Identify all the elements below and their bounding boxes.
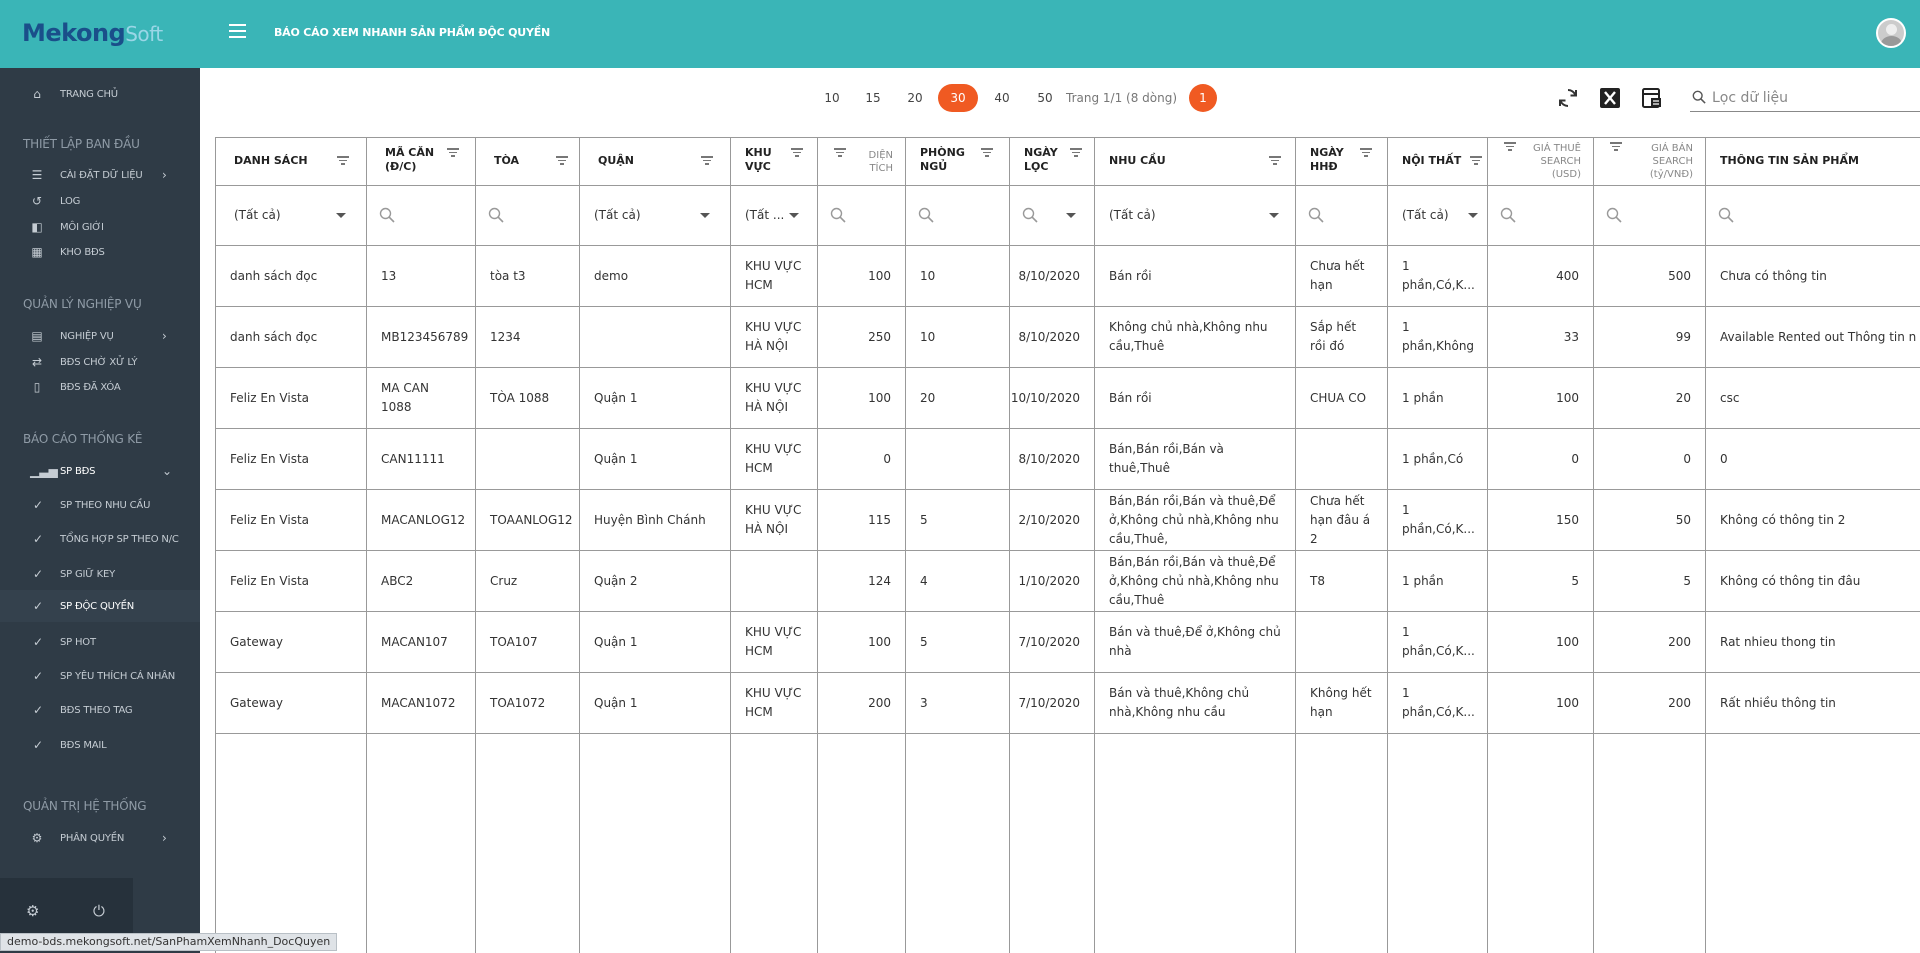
filter-icon[interactable] bbox=[1269, 156, 1281, 166]
cell-noi-that: 1 phần,Có,K... bbox=[1388, 246, 1488, 307]
filter-cell-gia-ban[interactable] bbox=[1594, 186, 1706, 246]
column-header-ma-can[interactable] bbox=[367, 138, 476, 186]
column-header-label: GIÁ BÁN SEARCH (tỷ/VNĐ) bbox=[1649, 143, 1693, 180]
empty-column-area bbox=[1488, 734, 1594, 953]
sidebar-item-sp-hot[interactable] bbox=[0, 629, 200, 655]
cell-phong-ngu: 10 bbox=[906, 307, 1010, 368]
check-icon: ✓ bbox=[32, 532, 44, 546]
cell-phong-ngu: 5 bbox=[906, 490, 1010, 551]
sidebar-item-warehouse[interactable] bbox=[0, 239, 200, 265]
cell-gia-ban: 50 bbox=[1594, 490, 1706, 551]
search-icon bbox=[1718, 207, 1734, 223]
cell-quan: Quận 1 bbox=[580, 673, 731, 734]
cell-khu-vuc: KHU VỰC HÀ NỘI bbox=[731, 490, 818, 551]
cell-danh-sach: Feliz En Vista bbox=[216, 490, 367, 551]
filter-cell-khu-vuc[interactable] bbox=[731, 186, 818, 246]
empty-column-area bbox=[906, 734, 1010, 953]
column-header-quan[interactable] bbox=[580, 138, 731, 186]
cell-gia-thue: 5 bbox=[1488, 551, 1594, 612]
filter-cell-toa[interactable] bbox=[476, 186, 580, 246]
chevron-right-icon: › bbox=[162, 831, 167, 845]
cell-toa: TOA107 bbox=[476, 612, 580, 673]
top-header bbox=[0, 0, 1920, 68]
filter-cell-ngay-hhd[interactable] bbox=[1296, 186, 1388, 246]
empty-column-area bbox=[1095, 734, 1296, 953]
empty-column-area bbox=[367, 734, 476, 953]
sidebar-item-broker[interactable] bbox=[0, 214, 200, 240]
cell-gia-ban: 99 bbox=[1594, 307, 1706, 368]
cell-khu-vuc: KHU VỰC HCM bbox=[731, 246, 818, 307]
cell-thong-tin: Không có thông tin đâu bbox=[1706, 551, 1920, 612]
filter-icon[interactable] bbox=[701, 156, 713, 166]
cell-noi-that: 1 phần bbox=[1388, 368, 1488, 429]
sidebar-item-label: SP GIỮ KEY bbox=[60, 568, 115, 580]
cell-nhu-cau: Bán rồi bbox=[1095, 246, 1296, 307]
page-size-30[interactable]: 30 bbox=[938, 84, 978, 112]
column-header-khu-vuc[interactable] bbox=[731, 138, 818, 186]
filter-select-value: (Tất cả) bbox=[1402, 208, 1449, 222]
cell-danh-sach: Feliz En Vista bbox=[216, 429, 367, 490]
column-header-gia-ban[interactable] bbox=[1594, 138, 1706, 186]
filter-icon[interactable] bbox=[1470, 156, 1482, 166]
home-icon: ⌂ bbox=[33, 87, 41, 101]
filter-select-value: (Tất cả) bbox=[1109, 208, 1156, 222]
cell-dien-tich: 100 bbox=[818, 246, 906, 307]
sidebar-item-label: MÔI GIỚI bbox=[60, 221, 104, 233]
filter-icon[interactable] bbox=[337, 156, 349, 166]
cell-dien-tich: 100 bbox=[818, 612, 906, 673]
cell-quan: Quận 2 bbox=[580, 551, 731, 612]
cell-quan: Quận 1 bbox=[580, 612, 731, 673]
gear-icon[interactable]: ⚙ bbox=[26, 902, 40, 920]
sidebar-item-operations[interactable] bbox=[0, 323, 200, 349]
cell-nhu-cau: Bán,Bán rồi,Bán và thuê,Để ở,Không chủ nhà,Không nhu cầu,Thuê, bbox=[1095, 490, 1296, 551]
empty-column-area bbox=[1594, 734, 1706, 953]
cell-ngay-loc: 2/10/2020 bbox=[1010, 490, 1095, 551]
column-header-dien-tich[interactable] bbox=[818, 138, 906, 186]
cell-ngay-hhd: Chưa hết hạn đâu á 2 bbox=[1296, 490, 1388, 551]
cell-dien-tich: 250 bbox=[818, 307, 906, 368]
cell-ma-can: CAN11111 bbox=[367, 429, 476, 490]
database-icon: ☰ bbox=[31, 168, 43, 182]
column-header-ngay-loc[interactable] bbox=[1010, 138, 1095, 186]
sidebar-item-log[interactable] bbox=[0, 188, 200, 214]
cell-thong-tin: Không có thông tin 2 bbox=[1706, 490, 1920, 551]
cell-ngay-loc: 8/10/2020 bbox=[1010, 307, 1095, 368]
caret-down-icon bbox=[336, 213, 346, 218]
search-icon bbox=[1606, 207, 1622, 223]
cell-ngay-hhd bbox=[1296, 429, 1388, 490]
cell-gia-ban: 200 bbox=[1594, 673, 1706, 734]
cell-nhu-cau: Bán và thuê,Để ở,Không chủ nhà bbox=[1095, 612, 1296, 673]
cell-khu-vuc: KHU VỰC HCM bbox=[731, 612, 818, 673]
filter-cell-phong-ngu[interactable] bbox=[906, 186, 1010, 246]
cell-khu-vuc: KHU VỰC HÀ NỘI bbox=[731, 368, 818, 429]
cell-nhu-cau: Không chủ nhà,Không nhu cầu,Thuê bbox=[1095, 307, 1296, 368]
column-header-toa[interactable] bbox=[476, 138, 580, 186]
sidebar-item-label: BĐS MAIL bbox=[60, 739, 107, 751]
cell-toa: tòa t3 bbox=[476, 246, 580, 307]
menu-toggle-icon[interactable] bbox=[229, 24, 246, 38]
column-header-phong-ngu[interactable] bbox=[906, 138, 1010, 186]
trash-icon: ▯ bbox=[33, 380, 41, 394]
data-grid bbox=[215, 137, 1920, 953]
check-icon: ✓ bbox=[32, 567, 44, 581]
cell-toa: 1234 bbox=[476, 307, 580, 368]
cell-thong-tin: csc bbox=[1706, 368, 1920, 429]
cell-dien-tich: 100 bbox=[818, 368, 906, 429]
logo[interactable] bbox=[22, 19, 163, 47]
cell-phong-ngu: 5 bbox=[906, 612, 1010, 673]
cell-danh-sach: Gateway bbox=[216, 673, 367, 734]
sidebar-item-label: TRANG CHỦ bbox=[60, 88, 118, 100]
cell-thong-tin: Chưa có thông tin bbox=[1706, 246, 1920, 307]
cell-ma-can: MACAN107 bbox=[367, 612, 476, 673]
section-title-admin: QUẢN TRỊ HỆ THỐNG bbox=[23, 799, 147, 813]
sidebar-item-label: BĐS ĐÃ XÓA bbox=[60, 381, 121, 393]
cell-quan bbox=[580, 307, 731, 368]
cell-gia-thue: 150 bbox=[1488, 490, 1594, 551]
filter-icon[interactable] bbox=[981, 148, 993, 158]
cell-ngay-hhd: Không hết hạn bbox=[1296, 673, 1388, 734]
cell-ngay-hhd: Chưa hết hạn bbox=[1296, 246, 1388, 307]
search-icon bbox=[488, 207, 504, 223]
section-title-business: QUẢN LÝ NGHIỆP VỤ bbox=[23, 297, 142, 311]
column-header-label: PHÒNG NGỦ bbox=[920, 146, 965, 173]
column-header-label: NGÀY LỌC bbox=[1024, 146, 1058, 173]
filter-select-value: (Tất cả) bbox=[594, 208, 641, 222]
column-header-gia-thue[interactable] bbox=[1488, 138, 1594, 186]
sidebar-item-permissions[interactable] bbox=[0, 825, 200, 851]
sidebar-item-sp-favorite[interactable] bbox=[0, 663, 200, 689]
retweet-icon: ⇄ bbox=[31, 355, 43, 369]
empty-column-area bbox=[818, 734, 906, 953]
sidebar-item-sp-exclusive[interactable] bbox=[0, 590, 200, 622]
filter-icon[interactable] bbox=[834, 148, 846, 158]
cell-ngay-hhd: CHUA CO bbox=[1296, 368, 1388, 429]
caret-down-icon bbox=[1269, 213, 1279, 218]
sidebar-item-label: SP YÊU THÍCH CÁ NHÂN bbox=[60, 670, 176, 682]
logo-soft: Soft bbox=[125, 22, 163, 46]
cell-ngay-loc: 1/10/2020 bbox=[1010, 551, 1095, 612]
cell-danh-sach: Feliz En Vista bbox=[216, 368, 367, 429]
empty-column-area bbox=[216, 734, 367, 953]
sidebar-item-label: BĐS CHỜ XỬ LÝ bbox=[60, 356, 138, 368]
cell-thong-tin: Rat nhieu thong tin bbox=[1706, 612, 1920, 673]
filter-cell-dien-tich[interactable] bbox=[818, 186, 906, 246]
search-icon bbox=[1692, 90, 1706, 104]
cell-quan: Quận 1 bbox=[580, 429, 731, 490]
sidebar-item-label: LOG bbox=[60, 195, 81, 207]
cell-khu-vuc bbox=[731, 551, 818, 612]
sidebar-item-sp-hold-key[interactable] bbox=[0, 561, 200, 587]
sidebar-item-label: SP BĐS bbox=[60, 465, 96, 477]
filter-search-box bbox=[1690, 86, 1920, 112]
cell-phong-ngu: 10 bbox=[906, 246, 1010, 307]
cell-ma-can: MA CAN 1088 bbox=[367, 368, 476, 429]
logo-main: Mekong bbox=[22, 19, 126, 47]
cell-toa: TOAANLOG12 bbox=[476, 490, 580, 551]
column-header-label: MÃ CĂN (Đ/C) bbox=[385, 146, 435, 173]
cell-ma-can: ABC2 bbox=[367, 551, 476, 612]
status-bar-url: demo-bds.mekongsoft.net/SanPhamXemNhanh_DocQuyen bbox=[0, 933, 337, 951]
filter-cell-ngay-loc[interactable] bbox=[1010, 186, 1095, 246]
check-icon: ✓ bbox=[32, 635, 44, 649]
column-header-label: NỘI THẤT bbox=[1402, 154, 1462, 167]
chevron-down-icon: ⌄ bbox=[162, 464, 173, 478]
cell-dien-tich: 200 bbox=[818, 673, 906, 734]
avatar[interactable] bbox=[1876, 18, 1906, 48]
sidebar-item-label: SP THEO NHU CẦU bbox=[60, 499, 151, 511]
cell-phong-ngu: 3 bbox=[906, 673, 1010, 734]
sidebar-item-home[interactable] bbox=[0, 81, 200, 107]
check-icon: ✓ bbox=[32, 498, 44, 512]
search-icon bbox=[1022, 207, 1038, 223]
cell-toa: TOA1072 bbox=[476, 673, 580, 734]
refresh-icon[interactable] bbox=[1556, 86, 1580, 110]
filter-cell-thong-tin[interactable] bbox=[1706, 186, 1920, 246]
history-icon: ↺ bbox=[31, 194, 43, 208]
column-chooser-icon[interactable] bbox=[1640, 86, 1664, 110]
sidebar-footer bbox=[0, 878, 133, 941]
column-header-label: GIÁ THUÊ SEARCH (USD) bbox=[1533, 143, 1581, 180]
cell-nhu-cau: Bán,Bán rồi,Bán và thuê,Thuê bbox=[1095, 429, 1296, 490]
cell-noi-that: 1 phần,Có bbox=[1388, 429, 1488, 490]
grid-icon: ▦ bbox=[31, 245, 43, 259]
cell-gia-thue: 400 bbox=[1488, 246, 1594, 307]
sidebar-item-summary-by-need[interactable] bbox=[0, 526, 200, 552]
cell-gia-ban: 20 bbox=[1594, 368, 1706, 429]
cell-gia-ban: 5 bbox=[1594, 551, 1706, 612]
cell-toa: Cruz bbox=[476, 551, 580, 612]
cell-gia-ban: 0 bbox=[1594, 429, 1706, 490]
filter-icon[interactable] bbox=[1070, 148, 1082, 158]
filter-input[interactable] bbox=[1712, 88, 1912, 108]
column-header-noi-that[interactable] bbox=[1388, 138, 1488, 186]
cell-ngay-loc: 8/10/2020 bbox=[1010, 429, 1095, 490]
cell-phong-ngu bbox=[906, 429, 1010, 490]
cell-danh-sach: danh sách đọc bbox=[216, 307, 367, 368]
sidebar-item-bds-mail[interactable] bbox=[0, 732, 200, 758]
search-icon bbox=[379, 207, 395, 223]
column-header-label: DIỆN TÍCH bbox=[868, 149, 893, 174]
sidebar-item-bds-by-tag[interactable] bbox=[0, 697, 200, 723]
empty-column-area bbox=[1388, 734, 1488, 953]
check-icon: ✓ bbox=[32, 738, 44, 752]
cell-ma-can: MACAN1072 bbox=[367, 673, 476, 734]
filter-cell-gia-thue[interactable] bbox=[1488, 186, 1594, 246]
filter-icon[interactable] bbox=[447, 148, 459, 158]
column-header-thong-tin[interactable] bbox=[1706, 138, 1920, 186]
gears-icon: ⚙ bbox=[31, 831, 43, 845]
sidebar-item-label: KHO BĐS bbox=[60, 246, 105, 258]
cell-quan: Quận 1 bbox=[580, 368, 731, 429]
cell-ngay-loc: 10/10/2020 bbox=[1010, 368, 1095, 429]
cell-noi-that: 1 phần,Không bbox=[1388, 307, 1488, 368]
sidebar bbox=[0, 68, 200, 953]
sidebar-item-label: PHÂN QUYỀN bbox=[60, 832, 125, 844]
column-header-nhu-cau[interactable] bbox=[1095, 138, 1296, 186]
cell-nhu-cau: Bán và thuê,Không chủ nhà,Không nhu cầu bbox=[1095, 673, 1296, 734]
cell-gia-ban: 500 bbox=[1594, 246, 1706, 307]
cell-toa: TÒA 1088 bbox=[476, 368, 580, 429]
cell-noi-that: 1 phần bbox=[1388, 551, 1488, 612]
empty-column-area bbox=[1296, 734, 1388, 953]
cell-gia-thue: 33 bbox=[1488, 307, 1594, 368]
section-title-reports: BÁO CÁO THỐNG KÊ bbox=[23, 432, 143, 446]
cell-danh-sach: Feliz En Vista bbox=[216, 551, 367, 612]
share-icon: ◧ bbox=[31, 220, 43, 234]
empty-column-area bbox=[1010, 734, 1095, 953]
chevron-right-icon: › bbox=[162, 329, 167, 343]
column-header-label: DANH SÁCH bbox=[234, 154, 308, 167]
cell-ngay-loc: 7/10/2020 bbox=[1010, 673, 1095, 734]
check-icon: ✓ bbox=[32, 599, 44, 613]
check-icon: ✓ bbox=[32, 703, 44, 717]
caret-down-icon bbox=[1468, 213, 1478, 218]
cell-noi-that: 1 phần,Có,K... bbox=[1388, 490, 1488, 551]
sidebar-item-label: TỔNG HỢP SP THEO N/C bbox=[60, 533, 179, 545]
cell-thong-tin: Available Rented out Thông tin n bbox=[1706, 307, 1920, 368]
column-header-label: NHU CẦU bbox=[1109, 154, 1166, 167]
cell-ngay-hhd: T8 bbox=[1296, 551, 1388, 612]
signal-icon: ▁▃▅ bbox=[30, 464, 58, 478]
filter-cell-noi-that[interactable] bbox=[1388, 186, 1488, 246]
sidebar-item-sp-bds[interactable] bbox=[0, 458, 200, 484]
excel-export-icon[interactable] bbox=[1598, 86, 1622, 110]
cell-ma-can: MB123456789 bbox=[367, 307, 476, 368]
filter-icon[interactable] bbox=[1504, 142, 1516, 152]
column-header-danh-sach[interactable] bbox=[216, 138, 367, 186]
filter-icon[interactable] bbox=[556, 156, 568, 166]
page-size-10[interactable]: 10 bbox=[824, 91, 840, 105]
cell-nhu-cau: Bán rồi bbox=[1095, 368, 1296, 429]
column-header-label: KHU VỰC bbox=[745, 146, 772, 173]
sidebar-item-label: NGHIỆP VỤ bbox=[60, 330, 114, 342]
cell-quan: Huyện Bình Chánh bbox=[580, 490, 731, 551]
sidebar-item-settings-data[interactable] bbox=[0, 162, 200, 188]
filter-select-value: (Tất cả) bbox=[234, 208, 281, 222]
cell-gia-thue: 100 bbox=[1488, 368, 1594, 429]
section-title-setup: THIẾT LẬP BAN ĐẦU bbox=[23, 137, 140, 151]
cell-quan: demo bbox=[580, 246, 731, 307]
search-icon bbox=[918, 207, 934, 223]
empty-column-area bbox=[731, 734, 818, 953]
column-header-label: TÒA bbox=[494, 154, 520, 167]
filter-icon[interactable] bbox=[1610, 142, 1622, 152]
cell-toa bbox=[476, 429, 580, 490]
page-info: Trang 1/1 (8 dòng) bbox=[1066, 91, 1178, 105]
cell-danh-sach: Gateway bbox=[216, 612, 367, 673]
sidebar-item-sp-by-need[interactable] bbox=[0, 492, 200, 518]
page-size-20[interactable]: 20 bbox=[907, 91, 923, 105]
filter-icon[interactable] bbox=[791, 148, 803, 158]
cell-gia-thue: 100 bbox=[1488, 612, 1594, 673]
filter-cell-ma-can[interactable] bbox=[367, 186, 476, 246]
cell-khu-vuc: KHU VỰC HCM bbox=[731, 673, 818, 734]
filter-select-value: (Tất ... bbox=[745, 208, 785, 222]
cell-ngay-hhd: Sắp hết rồi đó bbox=[1296, 307, 1388, 368]
caret-down-icon bbox=[700, 213, 710, 218]
filter-cell-nhu-cau[interactable] bbox=[1095, 186, 1296, 246]
column-header-label: QUẬN bbox=[598, 154, 635, 167]
caret-down-icon bbox=[789, 213, 799, 218]
cell-noi-that: 1 phần,Có,K... bbox=[1388, 612, 1488, 673]
cell-ma-can: 13 bbox=[367, 246, 476, 307]
search-icon bbox=[1500, 207, 1516, 223]
cell-danh-sach: danh sách đọc bbox=[216, 246, 367, 307]
cell-ngay-hhd bbox=[1296, 612, 1388, 673]
column-header-label: THÔNG TIN SẢN PHẨM bbox=[1720, 154, 1859, 167]
cell-khu-vuc: KHU VỰC HCM bbox=[731, 429, 818, 490]
cell-thong-tin: Rất nhiều thông tin bbox=[1706, 673, 1920, 734]
cell-khu-vuc: KHU VỰC HÀ NỘI bbox=[731, 307, 818, 368]
cell-dien-tich: 115 bbox=[818, 490, 906, 551]
page-title: BÁO CÁO XEM NHANH SẢN PHẨM ĐỘC QUYỀN bbox=[274, 26, 551, 39]
filter-cell-quan[interactable] bbox=[580, 186, 731, 246]
sidebar-item-label: BĐS THEO TAG bbox=[60, 704, 133, 716]
cell-gia-thue: 100 bbox=[1488, 673, 1594, 734]
cell-dien-tich: 124 bbox=[818, 551, 906, 612]
sidebar-item-label: SP HOT bbox=[60, 636, 96, 648]
cell-ma-can: MACANLOG12 bbox=[367, 490, 476, 551]
sidebar-item-deleted[interactable] bbox=[0, 374, 200, 400]
page-size-15[interactable]: 15 bbox=[865, 91, 881, 105]
cell-ngay-loc: 7/10/2020 bbox=[1010, 612, 1095, 673]
sidebar-item-label: CÀI ĐẶT DỮ LIỆU bbox=[60, 169, 143, 181]
id-card-icon: ▤ bbox=[31, 329, 43, 343]
search-icon bbox=[830, 207, 846, 223]
column-header-label: NGÀY HHĐ bbox=[1310, 146, 1344, 173]
column-header-ngay-hhd[interactable] bbox=[1296, 138, 1388, 186]
filter-cell-danh-sach[interactable] bbox=[216, 186, 367, 246]
cell-thong-tin: 0 bbox=[1706, 429, 1920, 490]
cell-noi-that: 1 phần,Có,K... bbox=[1388, 673, 1488, 734]
empty-column-area bbox=[580, 734, 731, 953]
cell-dien-tich: 0 bbox=[818, 429, 906, 490]
cell-phong-ngu: 4 bbox=[906, 551, 1010, 612]
cell-nhu-cau: Bán,Bán rồi,Bán và thuê,Để ở,Không chủ nhà,Không nhu cầu,Thuê bbox=[1095, 551, 1296, 612]
cell-gia-thue: 0 bbox=[1488, 429, 1594, 490]
cell-ngay-loc: 8/10/2020 bbox=[1010, 246, 1095, 307]
page-size-50[interactable]: 50 bbox=[1037, 91, 1053, 105]
sidebar-item-pending[interactable] bbox=[0, 349, 200, 375]
page-button-current[interactable]: 1 bbox=[1189, 84, 1217, 112]
check-icon: ✓ bbox=[32, 669, 44, 683]
search-icon bbox=[1308, 207, 1324, 223]
chevron-right-icon: › bbox=[162, 168, 167, 182]
cell-gia-ban: 200 bbox=[1594, 612, 1706, 673]
power-icon[interactable]: ⏻ bbox=[93, 902, 105, 920]
caret-down-icon bbox=[1066, 213, 1076, 218]
cell-phong-ngu: 20 bbox=[906, 368, 1010, 429]
filter-icon[interactable] bbox=[1360, 148, 1372, 158]
page-size-40[interactable]: 40 bbox=[994, 91, 1010, 105]
sidebar-item-label: SP ĐỘC QUYỀN bbox=[60, 600, 135, 612]
empty-column-area bbox=[476, 734, 580, 953]
